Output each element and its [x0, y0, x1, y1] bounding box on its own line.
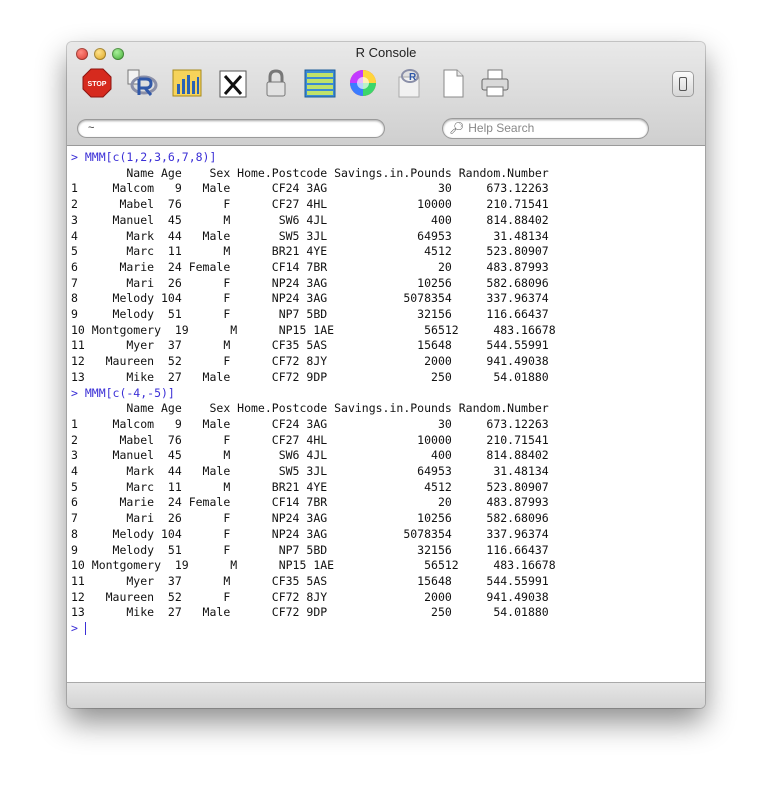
new-document-icon[interactable]: [437, 67, 469, 99]
console-output-line: 5 Marc 11 M BR21 4YE 4512 523.80907: [71, 244, 549, 259]
console-output-line: 9 Melody 51 F NP7 5BD 32156 116.66437: [71, 307, 549, 322]
console-output-line: 12 Maureen 52 F CF72 8JY 2000 941.49038: [71, 354, 549, 369]
stop-icon[interactable]: [81, 67, 113, 99]
console-command-line: > MMM[c(-4,-5)]: [71, 385, 175, 400]
console-output-line: 1 Malcom 9 Male CF24 3AG 30 673.12263: [71, 416, 549, 431]
console-output-line: 13 Mike 27 Male CF72 9DP 250 54.01880: [71, 605, 549, 620]
console-output-line: 11 Myer 37 M CF35 5AS 15648 544.55991: [71, 338, 549, 353]
console-output-line: Name Age Sex Home.Postcode Savings.in.Pounds Random.Number: [71, 165, 549, 180]
console-output-line: Name Age Sex Home.Postcode Savings.in.Pounds Random.Number: [71, 401, 549, 416]
text-cursor: [85, 622, 86, 635]
r-doc-icon[interactable]: [393, 67, 425, 99]
status-bar: [67, 682, 705, 708]
help-search-field[interactable]: [443, 119, 648, 138]
console-output-line: 1 Malcom 9 Male CF24 3AG 30 673.12263: [71, 181, 549, 196]
console-output-line: 11 Myer 37 M CF35 5AS 15648 544.55991: [71, 573, 549, 588]
r-source-icon[interactable]: [124, 67, 156, 99]
window-title: R Console: [355, 45, 417, 60]
console-output-line: 3 Manuel 45 M SW6 4JL 400 814.88402: [71, 212, 549, 227]
working-directory-field[interactable]: ~: [78, 120, 384, 137]
console-output-line: 13 Mike 27 Male CF72 9DP 250 54.01880: [71, 369, 549, 384]
console-output-line: 10 Montgomery 19 M NP15 1AE 56512 483.16678: [71, 322, 556, 337]
stop-label: STOP: [87, 81, 107, 88]
r-console-window: [67, 42, 705, 708]
console-output-line: 2 Mabel 76 F CF27 4HL 10000 210.71541: [71, 432, 549, 447]
console-output-line: 7 Mari 26 F NP24 3AG 10256 582.68096: [71, 275, 549, 290]
lock-icon[interactable]: [260, 67, 292, 99]
console-prompt[interactable]: >: [71, 621, 85, 636]
help-search-placeholder: Help Search: [468, 121, 535, 135]
search-icon: 🔎︎: [449, 121, 465, 135]
console-output-line: 9 Melody 51 F NP7 5BD 32156 116.66437: [71, 542, 549, 557]
console-output-line: 4 Mark 44 Male SW5 3JL 64953 31.48134: [71, 228, 549, 243]
console-output-line: 10 Montgomery 19 M NP15 1AE 56512 483.16678: [71, 558, 556, 573]
console-output-line: 3 Manuel 45 M SW6 4JL 400 814.88402: [71, 448, 549, 463]
console-text: [67, 146, 705, 637]
console-output-line: 8 Melody 104 F NP24 3AG 5078354 337.96374: [71, 291, 549, 306]
console-output[interactable]: [67, 146, 705, 682]
console-output-line: 5 Marc 11 M BR21 4YE 4512 523.80907: [71, 479, 549, 494]
console-output-line: 4 Mark 44 Male SW5 3JL 64953 31.48134: [71, 464, 549, 479]
color-wheel-icon[interactable]: [347, 67, 379, 99]
data-editor-icon[interactable]: [303, 67, 335, 99]
console-output-line: 8 Melody 104 F NP24 3AG 5078354 337.96374: [71, 526, 549, 541]
console-output-line: 2 Mabel 76 F CF27 4HL 10000 210.71541: [71, 197, 549, 212]
x11-icon[interactable]: [217, 67, 249, 99]
console-output-line: 7 Mari 26 F NP24 3AG 10256 582.68096: [71, 511, 549, 526]
console-output-line: 6 Marie 24 Female CF14 7BR 20 483.87993: [71, 495, 549, 510]
print-icon[interactable]: [479, 67, 511, 99]
svg-text:R: R: [409, 72, 417, 83]
toolbar-toggle-button[interactable]: [673, 72, 693, 96]
quartz-icon[interactable]: [171, 67, 203, 99]
console-output-line: 12 Maureen 52 F CF72 8JY 2000 941.49038: [71, 589, 549, 604]
console-command-line: > MMM[c(1,2,3,6,7,8)]: [71, 150, 217, 164]
window-toolbar: [67, 42, 705, 146]
console-output-line: 6 Marie 24 Female CF14 7BR 20 483.87993: [71, 259, 549, 274]
